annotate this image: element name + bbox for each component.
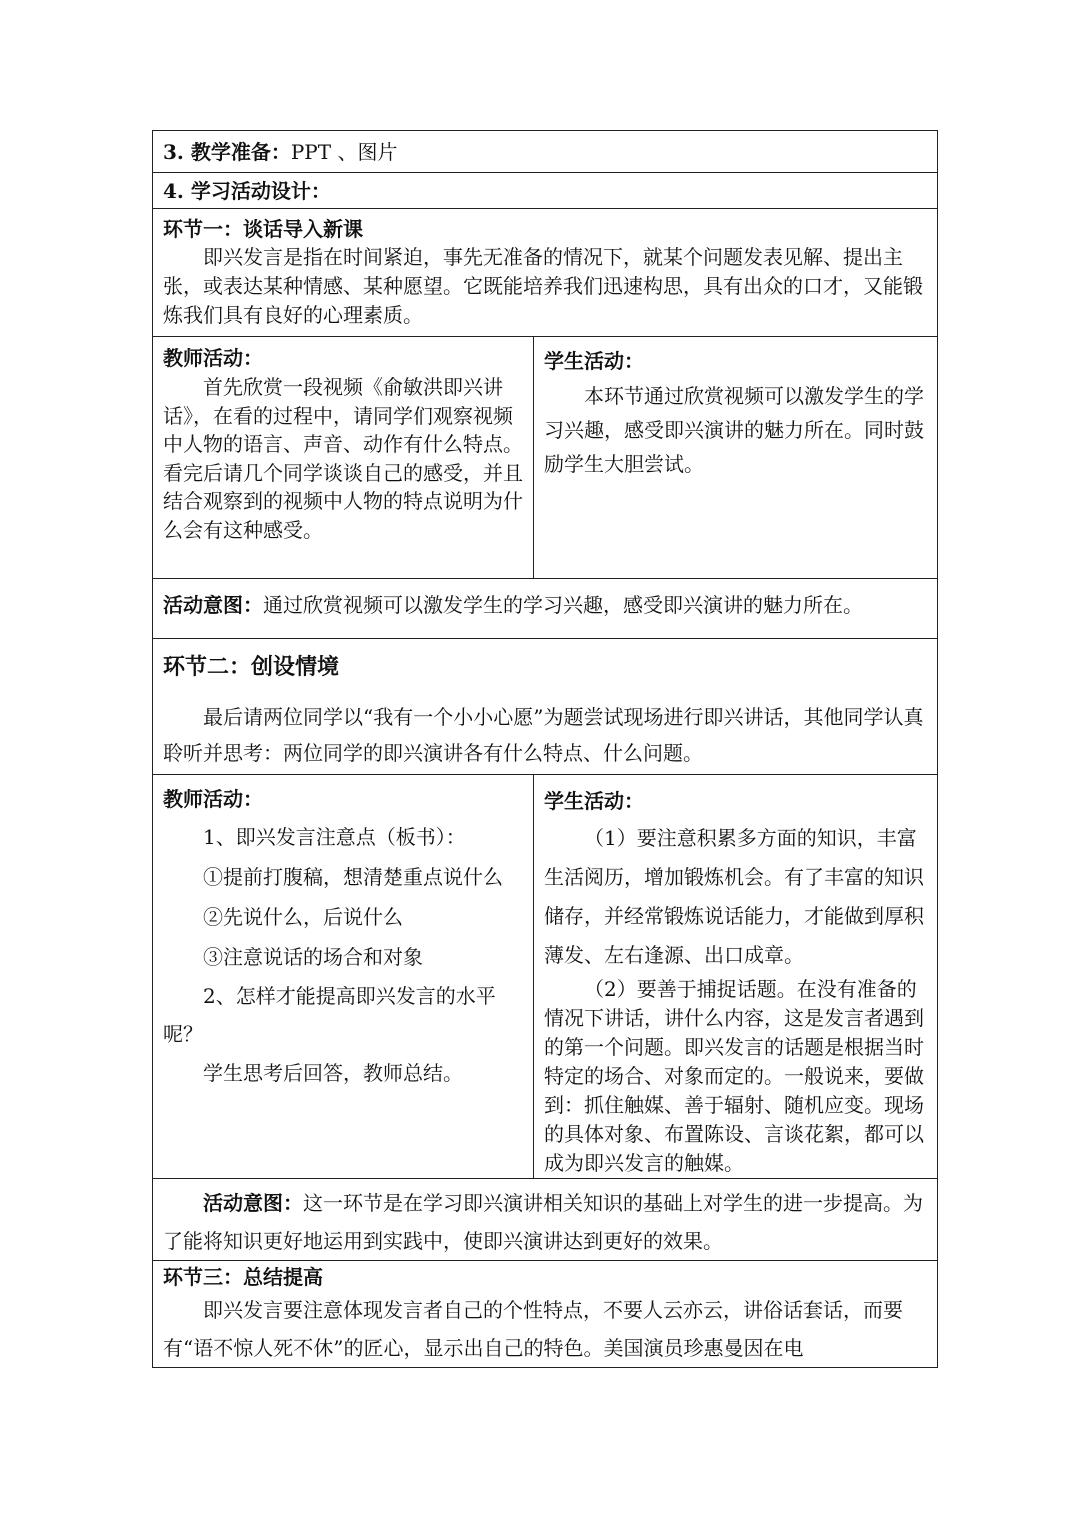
section2-teacher-line-4: ③注意说话的场合和对象: [203, 945, 423, 969]
section2-title: 环节二：创设情境: [163, 654, 340, 680]
section2-teacher-line-3: ②先说什么，后说什么: [203, 905, 403, 929]
section2-intro-row: [153, 639, 938, 775]
section1-activities-row: [153, 337, 938, 579]
section1-intro-row: [153, 209, 938, 337]
section2-intent-text: 这一环节是在学习即兴演讲相关知识的基础上对学生的进一步提高。为了能将知识更好地运用到实践中，使即兴演讲达到更好的效果。: [163, 1191, 923, 1253]
prep-row: [153, 131, 938, 173]
section3-title: 环节三：总结提高: [163, 1265, 323, 1289]
section2-student-cell: [534, 775, 938, 1179]
section1-body: 即兴发言是指在时间紧迫，事先无准备的情况下，就某个问题发表见解、提出主张，或表达某种情感、某种愿望。它既能培养我们迅速构思，具有出众的口才，又能锻炼我们具有良好的心理素质。: [163, 245, 923, 327]
prep-text: PPT 、图片: [290, 140, 398, 164]
section2-student-label: 学生活动：: [544, 789, 644, 813]
section1-teacher-label: 教师活动：: [163, 346, 263, 370]
design-row: [153, 173, 938, 209]
section2-body: 最后请两位同学以“我有一个小小心愿”为题尝试现场进行即兴讲话，其他同学认真聆听并思考：两位同学的即兴演讲各有什么特点、什么问题。: [163, 705, 924, 765]
section1-intent-text: 通过欣赏视频可以激发学生的学习兴趣，感受即兴演讲的魅力所在。: [263, 593, 863, 617]
section1-teacher-text: 首先欣赏一段视频《俞敏洪即兴讲话》，在看的过程中，请同学们观察视频中人物的语言、声音、动作有什么特点。看完后请几个同学谈谈自己的感受，并且结合观察到的视频中人物的特点说明为什么会有这种感受。: [163, 375, 523, 542]
section1-intent-row: [153, 579, 938, 639]
prep-label: 3. 教学准备：: [163, 140, 291, 164]
section1-student-label: 学生活动：: [544, 349, 644, 373]
section2-intent-row: [153, 1179, 938, 1261]
section1-student-text: 本环节通过欣赏视频可以激发学生的学习兴趣，感受即兴演讲的魅力所在。同时鼓励学生大胆尝试。: [544, 384, 924, 476]
section2-teacher-label: 教师活动：: [163, 787, 263, 811]
section1-title: 环节一：谈话导入新课: [163, 217, 363, 241]
lesson-plan-table: [152, 130, 938, 1368]
section3-body: 即兴发言要注意体现发言者自己的个性特点，不要人云亦云，讲俗话套话，而要有“语不惊人死不休”的匠心，显示出自己的特色。美国演员珍惠曼因在电: [163, 1298, 903, 1360]
design-label: 4. 学习活动设计：: [163, 179, 331, 203]
section2-teacher-line-1: 1、即兴发言注意点（板书）：: [203, 825, 466, 849]
section1-teacher-cell: [153, 337, 534, 579]
section2-teacher-line-6: 学生思考后回答，教师总结。: [203, 1061, 463, 1085]
section2-student-p2: （2）要善于捕捉话题。在没有准备的情况下讲话，讲什么内容，这是发言者遇到的第一个问题。即兴发言的话题是根据当时特定的场合、对象而定的。一般说来，要做到：抓住触媒、善于辐射、随机应变。现场的具体对象、布置陈设、言谈花絮，都可以成为即兴发言的触媒。: [544, 977, 924, 1175]
section2-teacher-line-2: ①提前打腹稿，想清楚重点说什么: [203, 865, 503, 889]
section1-intent-label: 活动意图：: [163, 593, 263, 617]
section2-teacher-line-5: 2、怎样才能提高即兴发言的水平呢？: [163, 984, 496, 1046]
section2-activities-row: [153, 775, 938, 1179]
section2-intent: [163, 1184, 927, 1260]
section3-row: [153, 1261, 938, 1368]
section2-intent-label: 活动意图：: [203, 1191, 303, 1215]
section2-student-p1: （1）要注意积累多方面的知识，丰富生活阅历，增加锻炼机会。有了丰富的知识储存，并经常锻炼说话能力，才能做到厚积薄发、左右逢源、出口成章。: [544, 826, 924, 967]
section1-student-cell: [534, 337, 938, 579]
section2-teacher-cell: [153, 775, 534, 1179]
